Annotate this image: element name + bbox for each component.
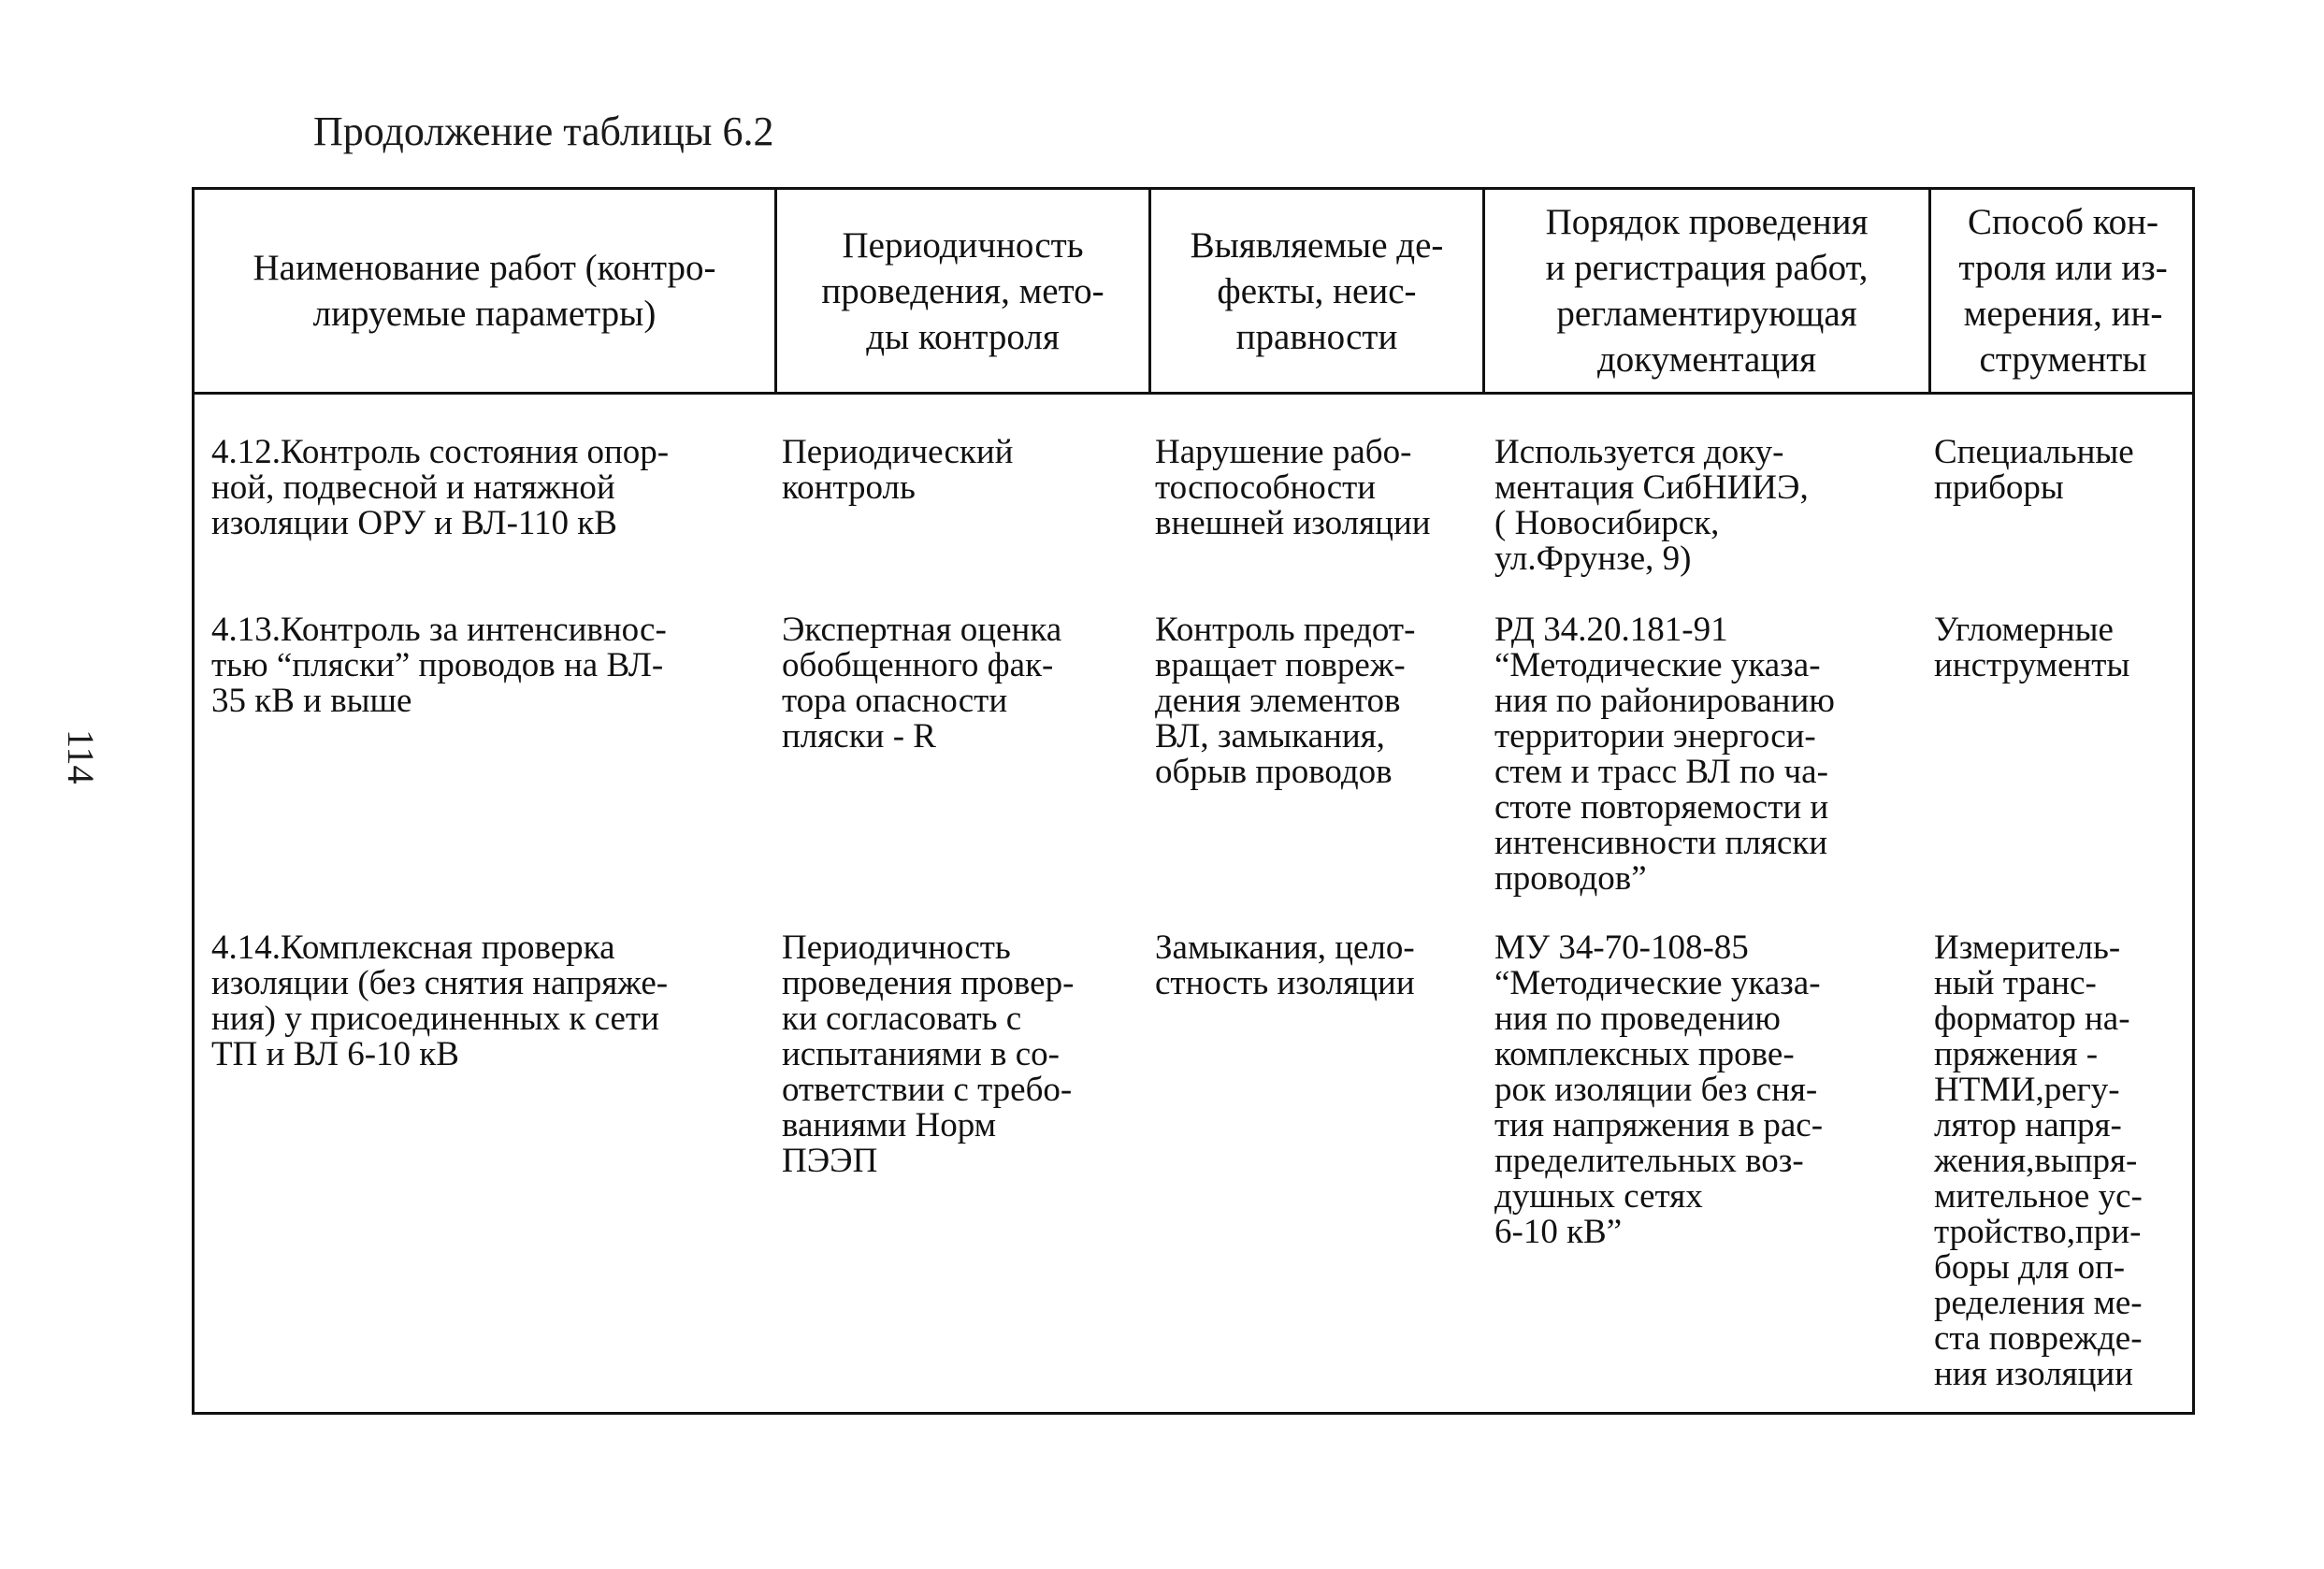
- table-header-row: [195, 190, 2192, 395]
- row-4-12-procedure: Используется доку- ментация СибНИИЭ, ( Новосибирск, ул.Фрунзе, 9): [1494, 433, 1809, 578]
- header-defects: Выявляемые де- фекты, неис- правности: [1190, 224, 1444, 357]
- header-method: Способ кон- троля или из- мерения, ин- струменты: [1958, 202, 2168, 380]
- row-4-13-periodicity: Экспертная оценка обобщенного фак- тора опасности пляски - R: [782, 611, 1062, 756]
- row-4-13-procedure: РД 34.20.181-91 “Методические указа- ния по районированию территории энергоси- стем и трасс ВЛ по ча- стоте повторяемости и интенсивности пляски проводов”: [1494, 611, 1835, 898]
- page-number: 114: [60, 729, 102, 784]
- row-4-14-defects: Замыкания, цело- стность изоляции: [1155, 928, 1415, 1002]
- row-4-12-periodicity: Периодический контроль: [782, 433, 1014, 507]
- row-4-13-method: Угломерные инструменты: [1934, 611, 2130, 684]
- row-4-14-periodicity: Периодичность проведения провер- ки согласовать с испытаниями в со- ответствии с требо- ваниями Норм ПЭЭП: [782, 928, 1075, 1180]
- header-work-name: Наименование работ (контро- лируемые параметры): [253, 248, 716, 334]
- header-procedure: Порядок проведения и регистрация работ, регламентирующая документация: [1545, 202, 1869, 380]
- row-4-12-method: Специальные приборы: [1934, 433, 2134, 507]
- row-4-14-procedure: МУ 34-70-108-85 “Методические указа- ния по проведению комплексных прове- рок изоляции без сня- тия напряжения в рас- пределительных воз- душных сетях 6-10 кВ”: [1494, 928, 1824, 1251]
- row-4-12-work: 4.12.Контроль состояния опор- ной, подвесной и натяжной изоляции ОРУ и ВЛ-110 кВ: [211, 433, 670, 542]
- header-periodicity: Периодичность проведения, мето- ды контроля: [821, 224, 1104, 357]
- row-4-13-work: 4.13.Контроль за интенсивнос- тью “пляски” проводов на ВЛ- 35 кВ и выше: [211, 611, 667, 720]
- row-4-12-defects: Нарушение рабо- тоспособности внешней изоляции: [1155, 433, 1431, 542]
- row-4-14-work: 4.14.Комплексная проверка изоляции (без снятия напряже- ния) у присоединенных к сети ТП и ВЛ 6-10 кВ: [211, 928, 669, 1073]
- data-table: [192, 187, 2195, 1415]
- row-4-14-method: Измеритель- ный транс- форматор на- пряжения - НТМИ,регу- лятор напря- жения,выпря- мительное ус- тройство,при- боры для оп- ределения ме- ста поврежде- ния изоляции: [1934, 928, 2143, 1393]
- table-caption: Продолжение таблицы 6.2: [313, 108, 774, 154]
- row-4-13-defects: Контроль предот- вращает повреж- дения элементов ВЛ, замыкания, обрыв проводов: [1155, 611, 1416, 791]
